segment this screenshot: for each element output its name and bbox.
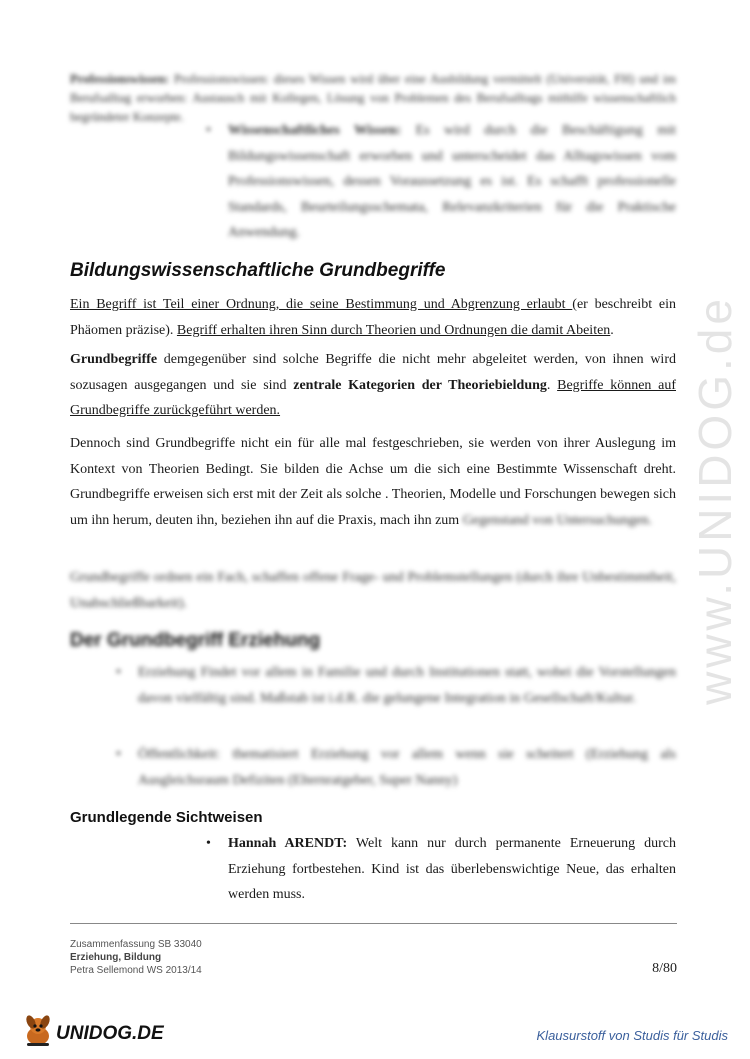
- watermark: [660, 250, 750, 750]
- paragraph-grundbegriffe: [70, 347, 676, 424]
- paragraph-text: Dennoch sind Grundbegriffe nicht ein für alle mal festgeschrieben, sie werden von ihrer Auslegung im Kontext von Theorien Bedingt. Sie bilden die Achse um die sich eine Bestimmte Wissenschaft dreht. Grundbegriffe erweisen sich erst mit der Zeit als solche . Theorien, Modelle und Forschungen bewegen sich um ihn herum, deuten ihn, beziehen ihn auf die Praxis, mach ihn zum: [70, 436, 676, 528]
- footer: [70, 938, 202, 977]
- bullet-dot-icon: •: [116, 747, 121, 762]
- watermark-text: www.UNIDOG.de: [689, 295, 741, 705]
- page-number: 8/80: [652, 961, 677, 976]
- plain-text: demgegenüber sind solche Begriffe die nicht mehr abgeleitet werden, von ihnen wird sozusagen ausgegangen und sie sind: [70, 352, 676, 393]
- underlined-text: Ein Begriff ist Teil einer Ordnung, die seine Bestimmung und Abgrenzung erlaubt: [70, 297, 573, 312]
- plain-text: .: [546, 377, 558, 393]
- intro-bullet-text: Es wird durch die Beschäftigung mit Bildungswissenschaft erworben und unterscheidet das Alltagswissen vom Professionswissen, dessen Voraussetzung es ist. Es schafft professionelle Standards, Beurteilungsschemata, Relevanzkriterien für die Praktische Anwendung.: [228, 123, 676, 240]
- bold-text: Hannah ARENDT:: [228, 836, 348, 851]
- section-heading-sichtweisen: Grundlegende Sichtweisen: [70, 809, 263, 826]
- footer-topic: Erziehung, Bildung: [70, 952, 162, 963]
- section-heading-grundbegriffe: Bildungswissenschaftliche Grundbegriffe: [70, 260, 446, 281]
- underlined-text: Begriff erhalten ihren Sinn durch Theorien und Ordnungen die damit Abeiten: [176, 322, 611, 338]
- section-heading-erziehung: Der Grundbegriff Erziehung: [70, 630, 321, 651]
- plain-text: (er beschreibt ein Phäomen präzise).: [70, 297, 676, 338]
- paragraph-ordnen: Grundbegriffe ordnen ein Fach, schaffen offene Frage- und Problemstellungen (durch ihre Unbestimmtheit, Unabschließbarkeit).: [70, 570, 676, 611]
- bold-text: Grundbegriffe: [70, 352, 158, 367]
- bullet-text: Öffentlichkeit: thematisiert Erziehung vor allem wenn sie scheitert (Erziehung als Ausgleichsraum Defiziten (Elternratgeber, Super Nanny): [138, 747, 676, 788]
- footer-course: Zusammenfassung SB 33040: [70, 939, 202, 950]
- bullet-dot-icon: •: [116, 665, 121, 680]
- underlined-text: Begriffe können auf Grundbegriffe zurückgeführt werden.: [70, 377, 676, 418]
- logo-text: UNIDOG.DE: [56, 1023, 164, 1044]
- footer-author: Petra Sellemond WS 2013/14: [70, 965, 202, 976]
- erziehung-bullet-1: [116, 660, 676, 711]
- dog-logo-icon: [22, 1012, 182, 1048]
- bold-text: zentrale Kategorien der Theoriebieldung: [293, 377, 547, 393]
- paragraph-begriff: [70, 292, 676, 343]
- intro-bullet: [206, 118, 676, 246]
- bullet-text: Welt kann nur durch permanente Erneuerung durch Erziehung fortbestehen. Kind ist das überlebenswichtige Neue, das erhalten werden muss.: [228, 836, 677, 902]
- intro-bullet-bold: Wissenschaftliches Wissen:: [228, 123, 402, 138]
- erziehung-bullet-2: [116, 742, 676, 793]
- arendt-bullet: [206, 831, 677, 908]
- intro-bold: Professionswissen:: [70, 72, 170, 86]
- unidog-logo: [22, 1012, 182, 1048]
- paragraph-dennoch: [70, 431, 676, 533]
- intro-text: Professionswissen: dieses Wissen wird über eine Ausbildung vermittelt (Universität, FH) und im Berufsalltag erworben: Austausch mit Kollegen, Lösung von Problemen des Berufsalltags mithilfe wissenschaftlich begründeter Konzepte.: [70, 72, 676, 124]
- bullet-text: Erziehung Findet vor allem in Familie und durch Institutionen statt, wobei die Vorstellungen davon vielfältig sind. Maßstab ist i.d.R. die gelungene Integration in Gesellschaft/Kultur.: [138, 665, 676, 706]
- plain-text: .: [610, 322, 614, 338]
- bullet-dot-icon: •: [206, 123, 211, 138]
- slogan: Klausurstoff von Studis für Studis: [536, 1028, 728, 1043]
- blurred-text: Gegenstand von Untersuchungen.: [462, 512, 653, 528]
- bullet-dot-icon: •: [206, 836, 211, 851]
- footer-divider: [70, 923, 677, 924]
